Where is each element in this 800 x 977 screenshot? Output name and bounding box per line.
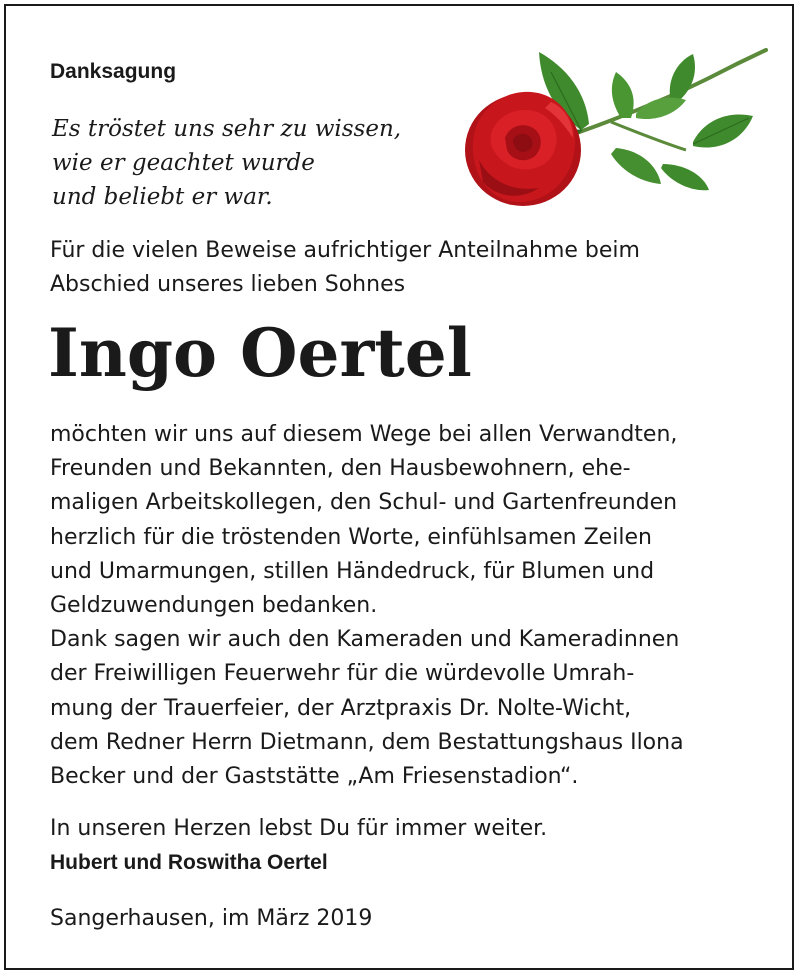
- closing-line: In unseren Herzen lebst Du für immer weiter.: [50, 816, 548, 841]
- body-line: maligen Arbeitskollegen, den Schul- und Gartenfreunden: [50, 490, 678, 516]
- quote-line: wie er geachtet wurde: [52, 150, 315, 176]
- quote-line: und beliebt er war.: [52, 184, 273, 210]
- body-line: dem Redner Herrn Dietmann, dem Bestattungshaus Ilona: [50, 729, 684, 755]
- quote: [52, 112, 472, 214]
- heading: Danksagung: [50, 60, 177, 83]
- body-line: der Freiwilligen Feuerwehr für die würdevolle Umrah-: [50, 661, 635, 687]
- quote-line: Es tröstet uns sehr zu wissen,: [52, 116, 402, 142]
- red-rose-icon: [461, 42, 781, 217]
- signature: Hubert und Roswitha Oertel: [50, 851, 328, 874]
- body-line: Becker und der Gaststätte „Am Friesenstadion“.: [50, 764, 579, 790]
- body-line: und Umarmungen, stillen Händedruck, für Blumen und: [50, 558, 655, 584]
- intro-line: Abschied unseres lieben Sohnes: [50, 272, 406, 297]
- body-line: möchten wir uns auf diesem Wege bei allen Verwandten,: [50, 422, 678, 447]
- body-line: herzlich für die tröstenden Worte, einfühlsamen Zeilen: [50, 524, 652, 550]
- body-line: mung der Trauerfeier, der Arztpraxis Dr. Nolte-Wicht,: [50, 695, 632, 721]
- place-date: Sangerhausen, im März 2019: [50, 906, 373, 931]
- deceased-name: Ingo Oertel: [48, 314, 472, 392]
- body-line: Freunden und Bekannten, den Hausbewohnern, ehe-: [50, 456, 631, 482]
- body-line: Dank sagen wir auch den Kameraden und Kameradinnen: [50, 627, 680, 653]
- intro-text: [50, 234, 640, 302]
- body-line: Geldzuwendungen bedanken.: [50, 593, 378, 619]
- intro-line: Für die vielen Beweise aufrichtiger Anteilnahme beim: [50, 238, 640, 263]
- obituary-frame: [4, 4, 794, 970]
- thanks-text: [50, 418, 684, 794]
